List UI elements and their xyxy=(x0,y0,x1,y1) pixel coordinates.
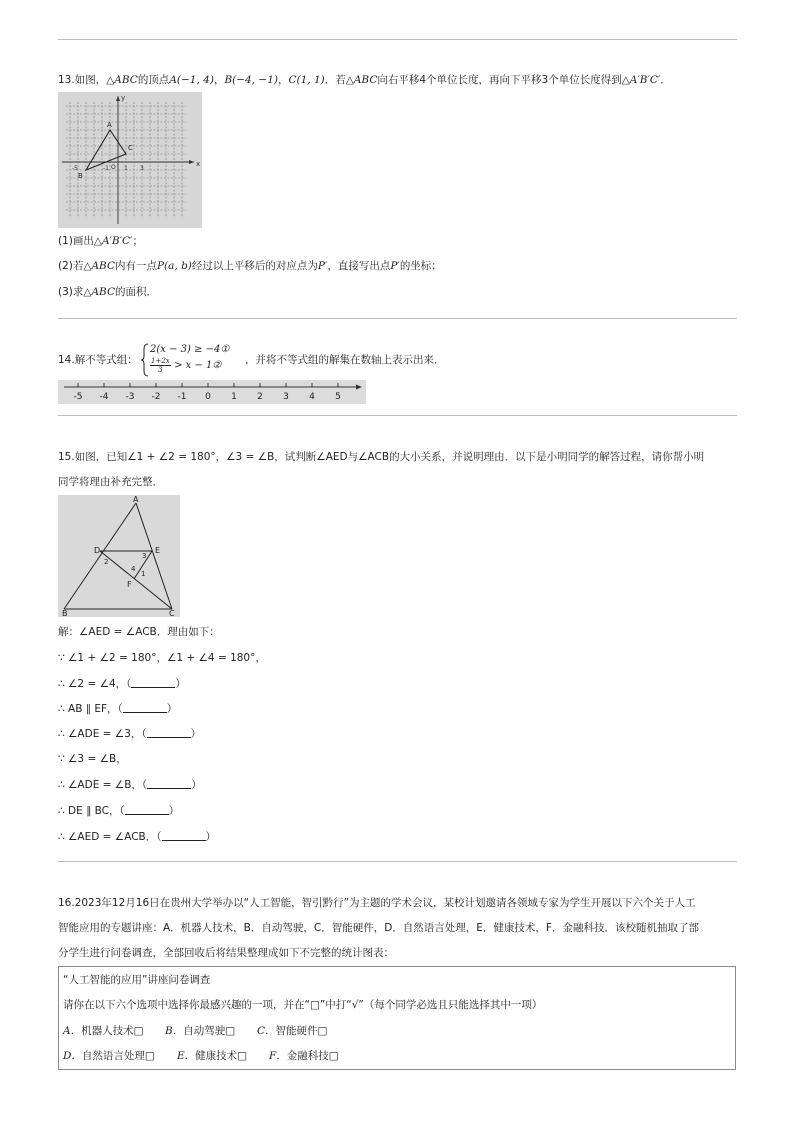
q15-step: 解：∠AED = ∠ACB．理由如下： xyxy=(58,626,220,638)
q14-stem: 14.解不等式组： xyxy=(58,354,138,366)
q15-answer-blank[interactable] xyxy=(162,830,206,841)
q15-stem-line1: 15.如图，已知∠1 + ∠2 = 180°，∠3 = ∠B，试判断∠AED与∠ACB的大小关系，并说明理由．以下是小明同学的解答过程，请你帮小明 xyxy=(58,451,705,463)
q14-number-line xyxy=(58,380,366,404)
q13-label-a: A xyxy=(107,121,112,129)
divider-q14 xyxy=(58,415,737,416)
q15-label-e: E xyxy=(155,546,161,555)
q15-answer-blank[interactable] xyxy=(123,702,167,713)
q14-tick-label: 4 xyxy=(309,392,315,402)
q14-inequality-2-rest: > x − 1② xyxy=(174,360,222,371)
q15-answer-blank[interactable] xyxy=(131,677,175,688)
q13-part3: (3)求△ABC的面积． xyxy=(58,286,157,298)
q15-label-a: A xyxy=(133,495,139,504)
q15-step: ∴ ∠ADE = ∠3，（ ） xyxy=(58,728,202,740)
q16-option-f[interactable]: F．金融科技□ xyxy=(269,1050,339,1062)
q15-label-b: B xyxy=(62,609,68,617)
q16-survey-title: “人工智能的应用”讲座问卷调查 xyxy=(63,974,211,986)
q13-tick-3: 3 xyxy=(140,165,144,172)
q15-label-c: C xyxy=(169,609,175,617)
q16-survey-instruction: 请你在以下六个选项中选择你最感兴趣的一项，并在“□”中打“√”（每个同学必选且只能选择其中一项） xyxy=(63,999,543,1011)
q14-brace-icon xyxy=(140,343,150,377)
q15-label-d: D xyxy=(94,546,101,555)
q14-tail: ，并将不等式组的解集在数轴上表示出来． xyxy=(245,354,445,366)
q16-stem-line2: 智能应用的专题讲座：A．机器人技术，B．自动驾驶，C．智能硬件，D．自然语言处理，E．健康技术，F．金融科技．该校随机抽取了部 xyxy=(58,922,699,934)
q13-tick-1: 1 xyxy=(124,165,128,172)
q14-fraction-denominator: 3 xyxy=(158,366,163,374)
q14-tick-label: -3 xyxy=(125,392,135,402)
q15-angle-1: 1 xyxy=(141,570,146,578)
q13-tick-neg5: -5 xyxy=(72,165,78,172)
q14-fraction-numerator: 1+2x xyxy=(151,357,170,365)
q16-stem-line1: 16.2023年12月16日在贵州大学举办以“人工智能，智引黔行”为主题的学术会议，某校计划邀请各领域专家为学生开展以下六个关于人工 xyxy=(58,897,696,909)
q14-tick-label: 2 xyxy=(257,392,263,402)
q15-stem-line2: 同学将理由补充完整． xyxy=(58,476,163,488)
q16-option-d[interactable]: D．自然语言处理□ xyxy=(63,1050,155,1062)
q16-option-a[interactable]: A．机器人技术□ xyxy=(63,1025,144,1037)
q15-step: ∴ ∠ADE = ∠B，（ ） xyxy=(58,779,202,791)
top-divider xyxy=(58,39,737,40)
q13-tick-neg1: -1 xyxy=(103,165,109,172)
q15-answer-blank[interactable] xyxy=(147,727,191,738)
q14-inequality-2 xyxy=(150,357,221,374)
q15-step: ∴ ∠2 = ∠4，（ ） xyxy=(58,678,186,690)
q15-step: ∴ ∠AED = ∠ACB．（ ） xyxy=(58,831,217,843)
q15-angle-3: 3 xyxy=(142,552,147,560)
q16-option-b[interactable]: B．自动驾驶□ xyxy=(165,1025,236,1037)
q15-answer-blank[interactable] xyxy=(125,804,169,815)
q15-triangle-figure xyxy=(58,495,180,617)
q14-tick-label: -4 xyxy=(99,392,109,402)
divider-q15 xyxy=(58,861,737,862)
q15-step: ∵ ∠3 = ∠B， xyxy=(58,753,127,765)
q16-option-e[interactable]: E．健康技术□ xyxy=(177,1050,248,1062)
q14-tick-label: -5 xyxy=(73,392,83,402)
q13-y-label: y xyxy=(121,94,126,102)
q15-step: ∴ DE ∥ BC，（ ） xyxy=(58,805,180,817)
q15-step: ∴ AB ∥ EF，（ ） xyxy=(58,703,178,715)
q13-label-c: C xyxy=(128,144,133,152)
q13-part1: (1)画出△A′B′C′； xyxy=(58,235,143,247)
q13-grid-figure xyxy=(58,92,202,228)
q15-angle-2: 2 xyxy=(104,558,109,566)
q13-stem: 13.如图，△ABC的顶点A(−1, 4)，B(−4, −1)，C(1, 1)．若△ABC向右平移4个单位长度，再向下平移3个单位长度得到△A′B′C′． xyxy=(58,74,671,86)
q14-tick-label: -1 xyxy=(177,392,187,402)
q13-x-label: x xyxy=(196,160,201,168)
q16-stem-line3: 分学生进行问卷调查，全部回收后将结果整理成如下不完整的统计图表： xyxy=(58,947,394,959)
q13-part2: (2)若△ABC内有一点P(a, b)经过以上平移后的对应点为P′，直接写出点P′的坐标； xyxy=(58,260,442,272)
q13-label-b: B xyxy=(78,172,83,180)
q14-tick-label: 1 xyxy=(231,392,237,402)
divider-q13 xyxy=(58,318,737,319)
q14-tick-label: 0 xyxy=(205,392,211,402)
q14-tick-label: -2 xyxy=(151,392,161,402)
q14-inequality-1: 2(x − 3) ≥ −4① xyxy=(150,344,230,355)
q15-label-f: F xyxy=(127,580,132,589)
q14-tick-label: 3 xyxy=(283,392,289,402)
q14-tick-label: 5 xyxy=(335,392,341,402)
q16-option-c[interactable]: C．智能硬件□ xyxy=(257,1025,328,1037)
q15-angle-4: 4 xyxy=(131,565,136,573)
q15-answer-blank[interactable] xyxy=(147,778,191,789)
q15-step: ∵ ∠1 + ∠2 = 180°，∠1 + ∠4 = 180°， xyxy=(58,652,266,664)
q13-tick-origin: O xyxy=(111,164,116,171)
